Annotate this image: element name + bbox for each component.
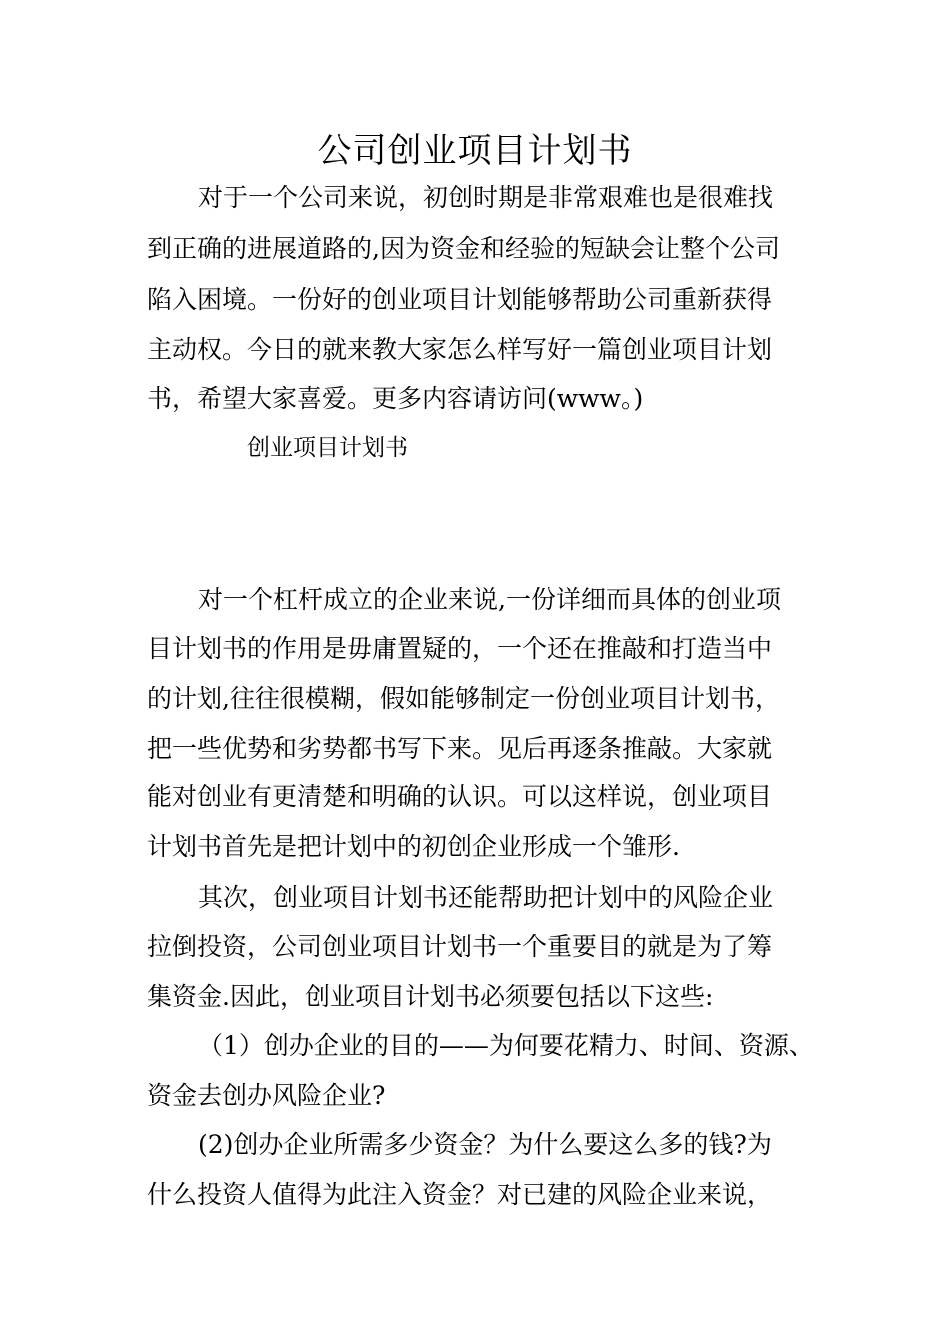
body-line: 把一些优势和劣势都书写下来。见后再逐条推敲。大家就 xyxy=(147,734,773,763)
document-title: 公司创业项目计划书 xyxy=(317,131,633,171)
body-line: 拉倒投资，公司创业项目计划书一个重要目的就是为了筹 xyxy=(147,932,773,961)
body-line: 集资金.因此，创业项目计划书必须要包括以下这些: xyxy=(147,982,714,1011)
section-subheading: 创业项目计划书 xyxy=(247,435,408,461)
intro-line: 到正确的进展道路的,因为资金和经验的短缺会让整个公司 xyxy=(147,234,780,263)
list-item-line: (2)创办企业所需多少资金？为什么要这么多的钱?为 xyxy=(198,1130,772,1159)
list-item-line: 资金去创办风险企业? xyxy=(147,1081,386,1110)
intro-line: 主动权。今日的就来教大家怎么样写好一篇创业项目计划 xyxy=(147,335,773,364)
list-item-line: 什么投资人值得为此注入资金？对已建的风险企业来说， xyxy=(147,1180,773,1209)
body-line: 计划书首先是把计划中的初创企业形成一个雏形. xyxy=(147,832,680,861)
body-line: 对一个杠杆成立的企业来说,一份详细而具体的创业项 xyxy=(198,585,781,614)
body-line: 能对创业有更清楚和明确的认识。可以这样说，创业项目 xyxy=(147,782,773,811)
list-item-line: （1）创办企业的目的——为何要花精力、时间、资源、 xyxy=(198,1031,814,1060)
intro-line: 陷入困境。一份好的创业项目计划能够帮助公司重新获得 xyxy=(147,285,773,314)
body-line: 目计划书的作用是毋庸置疑的，一个还在推敲和打造当中 xyxy=(147,634,773,663)
body-line: 的计划,往往很模糊，假如能够制定一份创业项目计划书， xyxy=(147,684,780,713)
intro-line: 书，希望大家喜爱。更多内容请访问(www。) xyxy=(147,384,644,413)
body-line: 其次，创业项目计划书还能帮助把计划中的风险企业 xyxy=(198,883,774,912)
intro-line: 对于一个公司来说，初创时期是非常艰难也是很难找 xyxy=(198,183,774,212)
